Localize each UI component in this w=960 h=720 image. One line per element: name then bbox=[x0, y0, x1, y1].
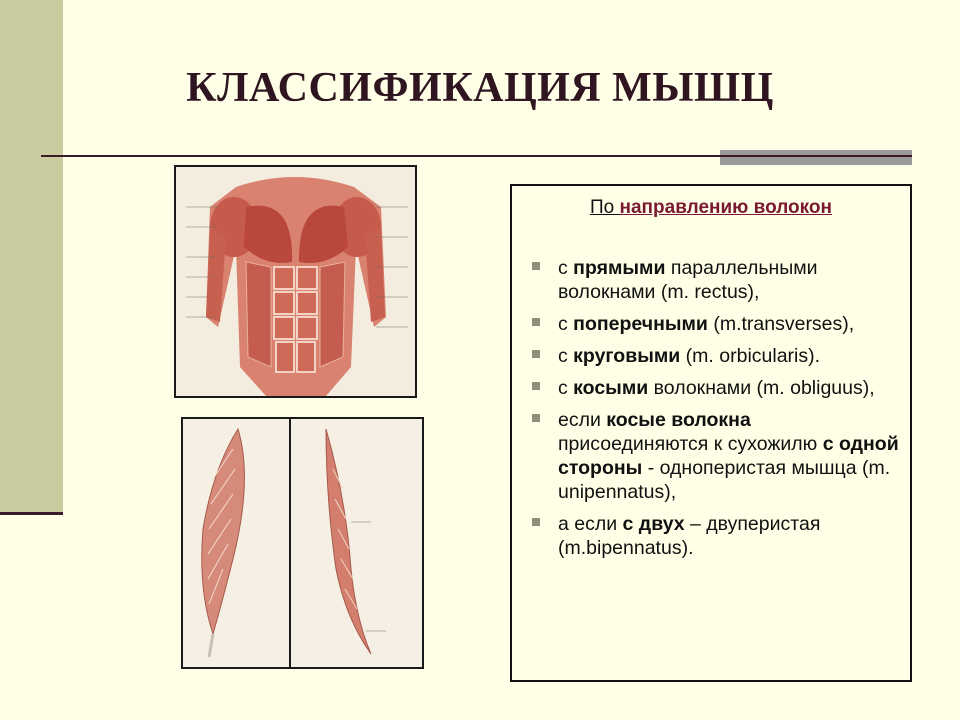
classification-text-box bbox=[510, 184, 912, 682]
item-bold: прямыми bbox=[573, 257, 666, 279]
heading-prefix: По bbox=[589, 197, 620, 218]
bullet-icon bbox=[532, 350, 540, 358]
title-rule-accent bbox=[720, 150, 912, 165]
list-item bbox=[522, 376, 902, 400]
bullet-icon bbox=[532, 262, 540, 270]
item-bold: поперечными bbox=[573, 313, 708, 335]
fiber-direction-list bbox=[522, 256, 902, 568]
item-text: - одноперистая мышца (m. unipennatus), bbox=[558, 457, 891, 503]
bipennate-muscle-illustration bbox=[289, 417, 424, 669]
item-text: с bbox=[558, 257, 574, 279]
item-bold: косыми bbox=[573, 377, 649, 399]
item-text: (m. orbicularis). bbox=[680, 345, 821, 367]
list-item bbox=[522, 312, 902, 336]
list-item bbox=[522, 512, 902, 560]
item-text: а если bbox=[558, 513, 623, 535]
item-text: с bbox=[558, 313, 574, 335]
unipennate-muscle-illustration bbox=[181, 417, 291, 669]
list-item bbox=[522, 256, 902, 304]
item-bold: с двух bbox=[622, 513, 685, 535]
item-text: волокнами (m. obliguus), bbox=[648, 377, 875, 399]
item-bold: круговыми bbox=[573, 345, 681, 367]
item-text: с bbox=[558, 345, 574, 367]
unipennate-muscle-drawing bbox=[183, 419, 289, 667]
classification-heading bbox=[512, 197, 910, 219]
item-text: если bbox=[558, 409, 607, 431]
item-text: (m.transverses), bbox=[707, 313, 855, 335]
bullet-icon bbox=[532, 382, 540, 390]
item-text: присоединяются к сухожилю bbox=[558, 433, 823, 455]
bipennate-muscle-drawing bbox=[291, 419, 422, 667]
item-bold: косые волокна bbox=[606, 409, 751, 431]
list-item bbox=[522, 344, 902, 368]
heading-emphasis: направлению волокон bbox=[619, 197, 832, 218]
item-text: – двуперистая (m.bipennatus). bbox=[558, 513, 821, 559]
item-bold: с одной стороны bbox=[558, 433, 899, 479]
item-text: параллельными волокнами (m. rectus), bbox=[558, 257, 818, 303]
bullet-icon bbox=[532, 318, 540, 326]
decorative-band-line bbox=[0, 512, 63, 515]
item-text: с bbox=[558, 377, 574, 399]
bullet-icon bbox=[532, 414, 540, 422]
torso-muscles-illustration bbox=[174, 165, 417, 398]
bullet-icon bbox=[532, 518, 540, 526]
list-item bbox=[522, 408, 902, 504]
slide-title: КЛАССИФИКАЦИЯ МЫШЦ bbox=[186, 65, 774, 111]
torso-anatomy-drawing bbox=[176, 167, 415, 396]
